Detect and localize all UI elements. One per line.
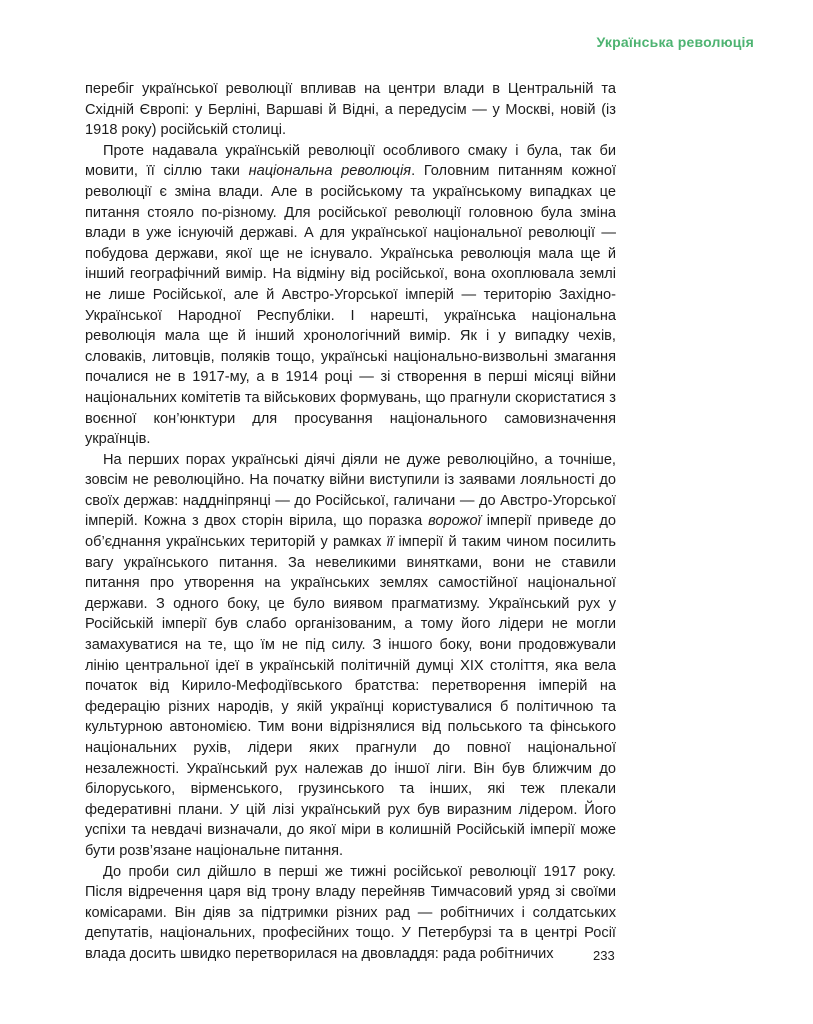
text-run: перебіг української революції впливав на центри влади в Центральній та Східній Європі: у Берліні, Варшаві й Відні, а передусім — у Москві, новій (із 1918 року) російській столиці. [85,81,616,139]
text-run: . Головним питанням кожної революції є зміна влади. Але в російському та українському випадках це питання стояло по-різному. Для російської революції головною була зміна влади в уже існуючій державі. А для української національної революції — побудова держави, якої ще не існувало. Українська революція мала ще й інший географічний вимір. На відміну від російської, вона охоплювала землі не лише Російської, але й Австро-Угорської імперій — територію Західно-Української Народної Республіки. І нарешті, українська національна революція мала ще й інший хронологічний вимір. Як і у випадку чехів, словаків, литовців, поляків тощо, українські національно-визвольні змагання почалися не в 1917-му, а в 1914 році — зі створення в перші місяці війни національних комітетів та військових формувань, що прагнули скористатися з воєнної кон’юнктури для просування національного самовизначення українців. [85,163,616,448]
running-head-title: Українська революція [596,34,754,50]
paragraph [85,141,616,450]
text-run: імперії приведе до об’єднання українських територій у рамках [85,513,616,551]
text-run: До проби сил дійшло в перші же тижні російської революції 1917 року. Після відречення царя від трону владу перейняв Тимчасовий уряд зі своїми комісарами. Він діяв за підтримки різних рад — робітничих і солдатських депутатів, національних, професійних тощо. У Петербурзі та в центрі Росії влада досить швидко перетворилася на двовладдя: рада робітничих [85,863,616,962]
text-run: імперії й таким чином посилить вагу українського питання. За невеликими винятками, вони не ставили питання про утворення на українських землях самостійної національної держави. З одного боку, це було виявом прагматизму. Український рух у Російській імперії був слабо організованим, а тому його лідери не могли замахуватися на те, що їм не під силу. З іншого боку, вони продовжували лінію центральної ідеї в українській політичній думці XIX століття, яка вела початок від Кирило-Мефодіївського братства: перетворення імперій на федерацію різних народів, у якій українці користувалися б політичною та культурною автономією. Тим вони відрізнялися від польського та фінського національних рухів, лідери яких прагнули до повної національної незалежності. Український рух належав до іншої ліги. Він був ближчим до білоруського, вірменського, грузинського та інших, які теж плекали федеративні плани. У цій лізі український рух був виразним лідером. Його успіхи та невдачі визначали, до якої міри в колишній Російській імперії може бути розв’язане національне питання. [85,534,616,859]
italic-text-run: ворожої [428,513,481,530]
text-run: Проте надавала українській революції особливого смаку і була, так би мовити, її сіллю таки [85,142,616,180]
text-run: На перших порах українські діячі діяли не дуже революційно, а точніше, зовсім не революційно. На початку війни виступили із заявами лояльності до своїх держав: наддніпрянці — до Російської, галичани — до Австро-Угорської імперій. Кожна з двох сторін вірила, що поразка [85,451,616,530]
main-text [85,79,616,965]
paragraph [85,450,616,862]
paragraph [85,862,616,965]
italic-text-run: її [386,534,394,551]
page-number: 233 [593,948,615,963]
paragraph [85,79,616,141]
italic-text-run: національна революція [248,163,412,180]
